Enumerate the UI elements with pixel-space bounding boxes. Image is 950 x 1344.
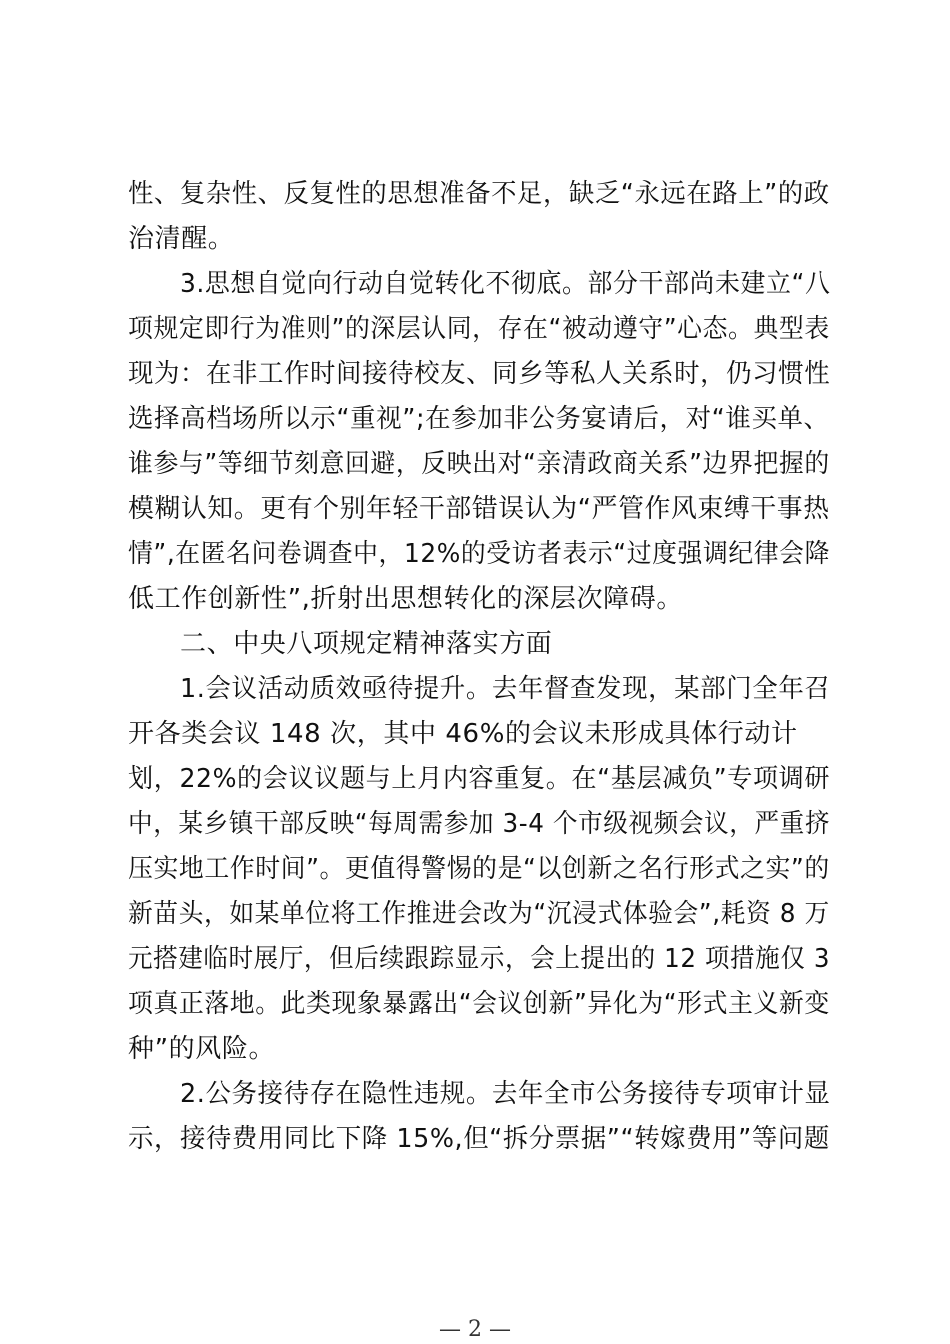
text-line: 3.思想自觉向行动自觉转化不彻底。部分干部尚未建立“八 xyxy=(180,269,831,299)
text-line: 性、复杂性、反复性的思想准备不足，缺乏“永远在路上”的政 xyxy=(128,179,830,209)
text-line: 压实地工作时间”。更值得警惕的是“以创新之名行形式之实”的 xyxy=(128,854,830,884)
text-line: 模糊认知。更有个别年轻干部错误认为“严管作风束缚干事热 xyxy=(128,494,830,524)
text-line: 2.公务接待存在隐性违规。去年全市公务接待专项审计显 xyxy=(180,1079,831,1109)
text-line: 种”的风险。 xyxy=(128,1034,276,1064)
text-line: 谁参与”等细节刻意回避，反映出对“亲清政商关系”边界把握的 xyxy=(128,449,830,479)
text-line: 1.会议活动质效亟待提升。去年督查发现，某部门全年召 xyxy=(180,674,831,704)
text-line: 低工作创新性”,折射出思想转化的深层次障碍。 xyxy=(128,584,683,614)
text-line: 开各类会议 148 次，其中 46%的会议未形成具体行动计 xyxy=(128,719,798,749)
text-line: 元搭建临时展厅，但后续跟踪显示，会上提出的 12 项措施仅 3 xyxy=(128,944,831,974)
section-heading: 二、中央八项规定精神落实方面 xyxy=(180,629,553,659)
text-line: 划，22%的会议议题与上月内容重复。在“基层减负”专项调研 xyxy=(128,764,831,794)
text-line: 项真正落地。此类现象暴露出“会议创新”异化为“形式主义新变 xyxy=(128,989,830,1019)
text-line: 新苗头，如某单位将工作推进会改为“沉浸式体验会”,耗资 8 万 xyxy=(128,899,830,929)
text-line: 情”,在匿名问卷调查中，12%的受访者表示“过度强调纪律会降 xyxy=(128,539,830,569)
text-line: 示，接待费用同比下降 15%,但“拆分票据”“转嫁费用”等问题 xyxy=(128,1124,830,1154)
page-number: — 2 — xyxy=(439,1317,511,1342)
text-line: 治清醒。 xyxy=(128,224,235,254)
text-line: 现为：在非工作时间接待校友、同乡等私人关系时，仍习惯性 xyxy=(128,359,831,389)
text-line: 中，某乡镇干部反映“每周需参加 3-4 个市级视频会议，严重挤 xyxy=(128,809,831,839)
text-line: 项规定即行为准则”的深层认同，存在“被动遵守”心态。典型表 xyxy=(128,314,830,344)
text-line: 选择高档场所以示“重视”;在参加非公务宴请后，对“谁买单、 xyxy=(128,404,830,434)
